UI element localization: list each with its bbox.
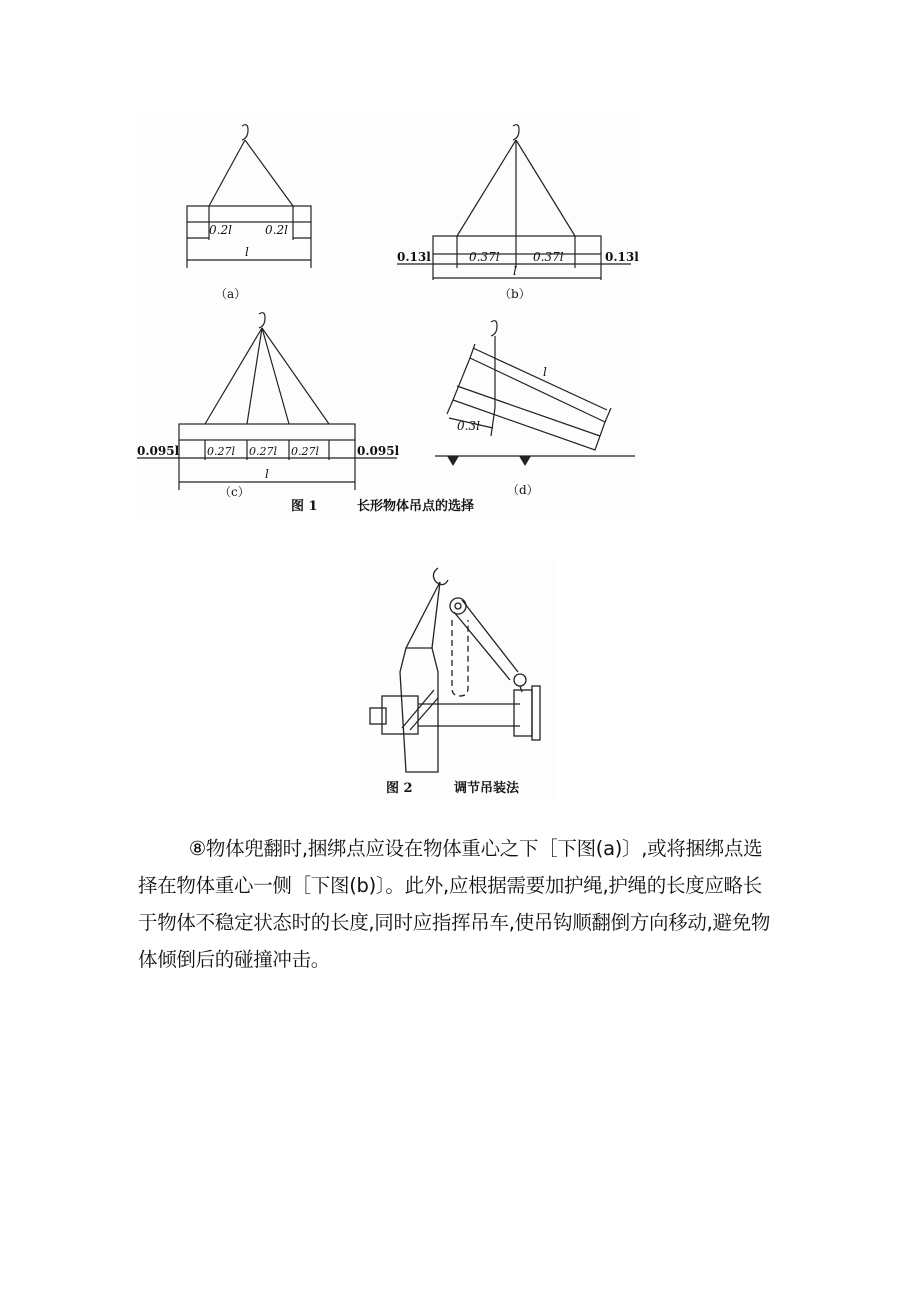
fig1a-length: l [245,245,249,259]
fig2-caption-num: 图 2 [386,781,413,796]
fig1c-label: （c） [219,485,250,499]
fig1-caption-num: 图 1 [291,499,318,514]
fig1b-length: l [513,264,517,278]
figure-1 [135,118,640,518]
fig1b-dim-3: 0.37l [533,250,564,264]
fig2-caption-text: 调节吊装法 [454,781,520,796]
fig1c-dim-4: 0.27l [291,445,320,458]
figure-2 [362,560,557,800]
fig1d-length: l [543,365,547,379]
fig1d-label: （d） [507,483,539,497]
fig1a-label: （a） [215,287,247,301]
fig1c-dim-1: 0.095l [137,444,180,458]
fig1c-dim-3: 0.27l [249,445,278,458]
fig1c-dim-5: 0.095l [357,444,400,458]
fig1-caption-text: 长形物体吊点的选择 [357,499,475,514]
fig1b-dim-2: 0.37l [469,250,500,264]
fig1b-label: （b） [499,287,531,301]
body-paragraph: ⑧物体兜翻时,捆绑点应设在物体重心之下［下图(a)〕,或将捆绑点选择在物体重心一侧［下图(b)〕。此外,应根据需要加护绳,护绳的长度应略长于物体不稳定状态时的长度,同时应指挥吊车,使吊钩顺翻倒方向移动,避免物体倾倒后的碰撞冲击。 [138,837,771,971]
fig1b-dim-4: 0.13l [605,250,639,264]
fig1a-dim-right: 0.2l [265,223,288,237]
fig1c-length: l [265,467,269,481]
fig1b-dim-1: 0.13l [397,250,431,264]
fig1a-dim-left: 0.2l [209,223,232,237]
fig1d-dim: 0.3l [457,419,480,433]
fig1c-dim-2: 0.27l [207,445,236,458]
